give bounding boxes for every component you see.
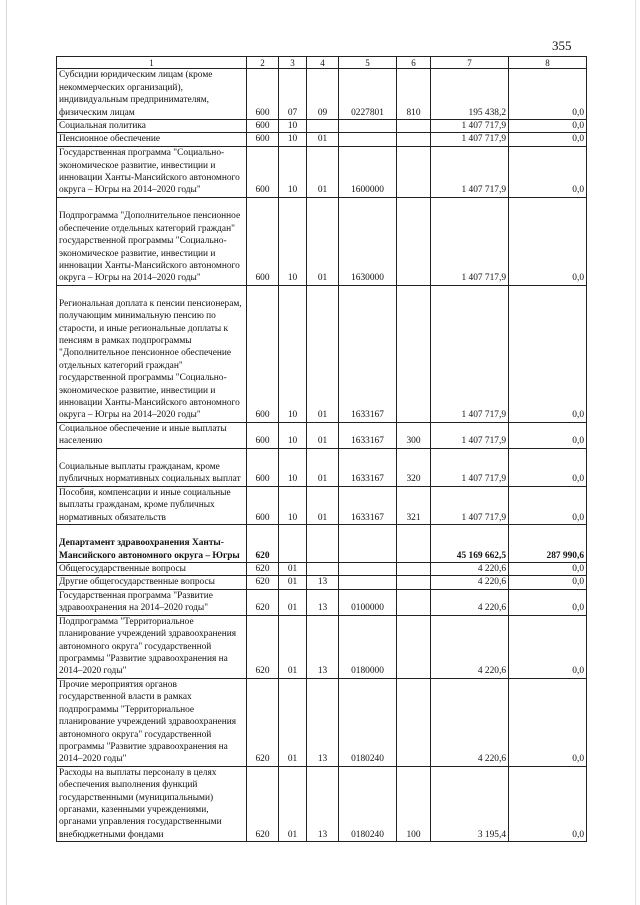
row-amount: 3 195,4 [431, 766, 509, 841]
budget-table [56, 56, 587, 842]
row-name: Другие общегосударственные вопросы [57, 576, 247, 589]
row-section-code: 10 [279, 120, 307, 133]
row-section-code: 07 [279, 69, 307, 120]
row-amount-subvention: 0,0 [509, 576, 587, 589]
table-row [57, 422, 587, 448]
row-expense-type-code [397, 615, 431, 678]
row-amount: 4 220,6 [431, 576, 509, 589]
row-target-article-code [339, 576, 397, 589]
row-name: Региональная доплата к пенсии пенсионерам, получающим минимальную пенсию по старости, и иные региональные доплаты к пенсиям в рамках подпрограммы "Дополнительное пенсионное обеспечение отдельных категорий граждан" государственной программы "Социально-экономическое развитие, инвестиции и инновации Ханты-Мансийского автономного округа – Югры на 2014–2020 годы" [57, 285, 247, 422]
table-row [57, 563, 587, 576]
row-section-code: 10 [279, 146, 307, 197]
page-number: 355 [552, 38, 572, 53]
row-ved-code: 600 [247, 422, 279, 448]
row-amount: 45 169 662,5 [431, 525, 509, 563]
row-amount: 4 220,6 [431, 615, 509, 678]
row-amount: 1 407 717,9 [431, 422, 509, 448]
row-target-article-code: 1633167 [339, 285, 397, 422]
row-name: Департамент здравоохранения Ханты-Мансийского автономного округа – Югры [57, 525, 247, 563]
row-expense-type-code [397, 120, 431, 133]
row-name: Общегосударственные вопросы [57, 563, 247, 576]
row-target-article-code [339, 120, 397, 133]
row-expense-type-code [397, 563, 431, 576]
row-target-article-code: 0227801 [339, 69, 397, 120]
row-name: Пособия, компенсации и иные социальные выплаты гражданам, кроме публичных нормативных обязательств [57, 486, 247, 524]
table-row [57, 678, 587, 766]
row-expense-type-code [397, 576, 431, 589]
row-amount-subvention: 287 990,6 [509, 525, 587, 563]
table-header-row [57, 57, 587, 69]
row-expense-type-code: 100 [397, 766, 431, 841]
row-ved-code: 620 [247, 589, 279, 615]
table-row [57, 615, 587, 678]
row-subsection-code [307, 563, 339, 576]
row-section-code: 01 [279, 615, 307, 678]
row-name: Социальные выплаты гражданам, кроме публичных нормативных социальных выплат [57, 448, 247, 486]
row-expense-type-code [397, 285, 431, 422]
row-name: Прочие мероприятия органов государственной власти в рамках подпрограммы "Территориальное планирование учреждений здравоохранения автономного округа" государственной программы "Развитие здравоохранения на 2014–2020 годы" [57, 678, 247, 766]
row-subsection-code: 01 [307, 285, 339, 422]
row-amount-subvention: 0,0 [509, 766, 587, 841]
column-header: 5 [339, 57, 397, 69]
row-subsection-code: 09 [307, 69, 339, 120]
row-ved-code: 620 [247, 525, 279, 563]
row-target-article-code [339, 563, 397, 576]
row-amount-subvention: 0,0 [509, 120, 587, 133]
row-ved-code: 620 [247, 766, 279, 841]
row-name: Субсидии юридическим лицам (кроме некоммерческих организаций), индивидуальным предпринимателям, физическим лицам [57, 69, 247, 120]
row-ved-code: 600 [247, 133, 279, 146]
row-amount-subvention: 0,0 [509, 422, 587, 448]
row-target-article-code: 1633167 [339, 448, 397, 486]
row-section-code: 10 [279, 133, 307, 146]
row-amount: 4 220,6 [431, 589, 509, 615]
column-header: 6 [397, 57, 431, 69]
row-subsection-code: 13 [307, 589, 339, 615]
row-target-article-code: 0180240 [339, 678, 397, 766]
row-name: Подпрограмма "Территориальное планирование учреждений здравоохранения автономного округа" государственной программы "Развитие здравоохранения на 2014–2020 годы" [57, 615, 247, 678]
row-target-article-code: 1633167 [339, 486, 397, 524]
row-ved-code: 600 [247, 285, 279, 422]
row-ved-code: 600 [247, 69, 279, 120]
row-target-article-code: 1633167 [339, 422, 397, 448]
row-expense-type-code [397, 589, 431, 615]
row-amount: 1 407 717,9 [431, 133, 509, 146]
column-header: 2 [247, 57, 279, 69]
row-subsection-code [307, 525, 339, 563]
table-row [57, 448, 587, 486]
row-ved-code: 600 [247, 486, 279, 524]
row-section-code: 01 [279, 678, 307, 766]
row-amount-subvention: 0,0 [509, 589, 587, 615]
table-row [57, 589, 587, 615]
row-target-article-code: 1600000 [339, 146, 397, 197]
row-section-code: 10 [279, 197, 307, 285]
table-row [57, 69, 587, 120]
row-subsection-code: 13 [307, 576, 339, 589]
table-row [57, 133, 587, 146]
row-amount-subvention: 0,0 [509, 486, 587, 524]
row-section-code: 01 [279, 766, 307, 841]
row-subsection-code: 13 [307, 766, 339, 841]
row-expense-type-code: 321 [397, 486, 431, 524]
row-amount: 1 407 717,9 [431, 285, 509, 422]
table-row [57, 766, 587, 841]
scan-edge-right [635, 0, 636, 905]
row-section-code: 01 [279, 563, 307, 576]
row-name: Государственная программа "Развитие здравоохранения на 2014–2020 годы" [57, 589, 247, 615]
row-amount: 4 220,6 [431, 563, 509, 576]
row-amount-subvention: 0,0 [509, 285, 587, 422]
row-section-code: 01 [279, 576, 307, 589]
row-amount: 4 220,6 [431, 678, 509, 766]
column-header: 4 [307, 57, 339, 69]
budget-table-body [57, 57, 587, 842]
column-header: 1 [57, 57, 247, 69]
table-row [57, 197, 587, 285]
column-header: 3 [279, 57, 307, 69]
row-ved-code: 620 [247, 563, 279, 576]
row-ved-code: 600 [247, 448, 279, 486]
row-subsection-code: 13 [307, 615, 339, 678]
row-target-article-code [339, 525, 397, 563]
row-subsection-code: 13 [307, 678, 339, 766]
row-expense-type-code [397, 525, 431, 563]
row-amount-subvention: 0,0 [509, 615, 587, 678]
row-section-code: 10 [279, 486, 307, 524]
row-expense-type-code: 320 [397, 448, 431, 486]
row-amount-subvention: 0,0 [509, 69, 587, 120]
row-amount-subvention: 0,0 [509, 133, 587, 146]
row-subsection-code [307, 120, 339, 133]
row-target-article-code: 1630000 [339, 197, 397, 285]
row-amount: 1 407 717,9 [431, 197, 509, 285]
row-name: Государственная программа "Социально-экономическое развитие, инвестиции и инновации Ханты-Мансийского автономного округа – Югры на 2014–2020 годы" [57, 146, 247, 197]
row-subsection-code: 01 [307, 448, 339, 486]
row-subsection-code: 01 [307, 133, 339, 146]
row-amount: 1 407 717,9 [431, 120, 509, 133]
row-subsection-code: 01 [307, 146, 339, 197]
row-amount: 1 407 717,9 [431, 486, 509, 524]
row-name: Расходы на выплаты персоналу в целях обеспечения выполнения функций государственными (муниципальными) органами, казенными учреждениями, органами управления государственными внебюджетными фондами [57, 766, 247, 841]
row-subsection-code: 01 [307, 486, 339, 524]
row-expense-type-code [397, 678, 431, 766]
row-section-code: 01 [279, 589, 307, 615]
row-expense-type-code: 300 [397, 422, 431, 448]
row-ved-code: 600 [247, 197, 279, 285]
row-name: Пенсионное обеспечение [57, 133, 247, 146]
row-amount: 1 407 717,9 [431, 146, 509, 197]
row-amount-subvention: 0,0 [509, 448, 587, 486]
scan-edge-left [6, 0, 7, 905]
table-row [57, 146, 587, 197]
row-amount-subvention: 0,0 [509, 197, 587, 285]
row-expense-type-code: 810 [397, 69, 431, 120]
row-target-article-code [339, 133, 397, 146]
column-header: 7 [431, 57, 509, 69]
row-name: Социальная политика [57, 120, 247, 133]
row-ved-code: 600 [247, 120, 279, 133]
table-row [57, 525, 587, 563]
row-section-code: 10 [279, 448, 307, 486]
row-name: Подпрограмма "Дополнительное пенсионное обеспечение отдельных категорий граждан" государственной программы "Социально-экономическое развитие, инвестиции и инновации Ханты-Мансийского автономного округа – Югры на 2014–2020 годы" [57, 197, 247, 285]
row-ved-code: 620 [247, 576, 279, 589]
row-expense-type-code [397, 133, 431, 146]
row-name: Социальное обеспечение и иные выплаты населению [57, 422, 247, 448]
row-expense-type-code [397, 197, 431, 285]
row-target-article-code: 0180000 [339, 615, 397, 678]
row-ved-code: 620 [247, 678, 279, 766]
table-row [57, 285, 587, 422]
row-subsection-code: 01 [307, 197, 339, 285]
row-section-code [279, 525, 307, 563]
row-section-code: 10 [279, 422, 307, 448]
row-amount: 195 438,2 [431, 69, 509, 120]
row-amount-subvention: 0,0 [509, 678, 587, 766]
table-row [57, 486, 587, 524]
row-ved-code: 620 [247, 615, 279, 678]
row-expense-type-code [397, 146, 431, 197]
row-subsection-code: 01 [307, 422, 339, 448]
table-row [57, 120, 587, 133]
row-amount: 1 407 717,9 [431, 448, 509, 486]
table-row [57, 576, 587, 589]
row-target-article-code: 0100000 [339, 589, 397, 615]
row-amount-subvention: 0,0 [509, 563, 587, 576]
row-amount-subvention: 0,0 [509, 146, 587, 197]
row-section-code: 10 [279, 285, 307, 422]
row-ved-code: 600 [247, 146, 279, 197]
column-header: 8 [509, 57, 587, 69]
row-target-article-code: 0180240 [339, 766, 397, 841]
